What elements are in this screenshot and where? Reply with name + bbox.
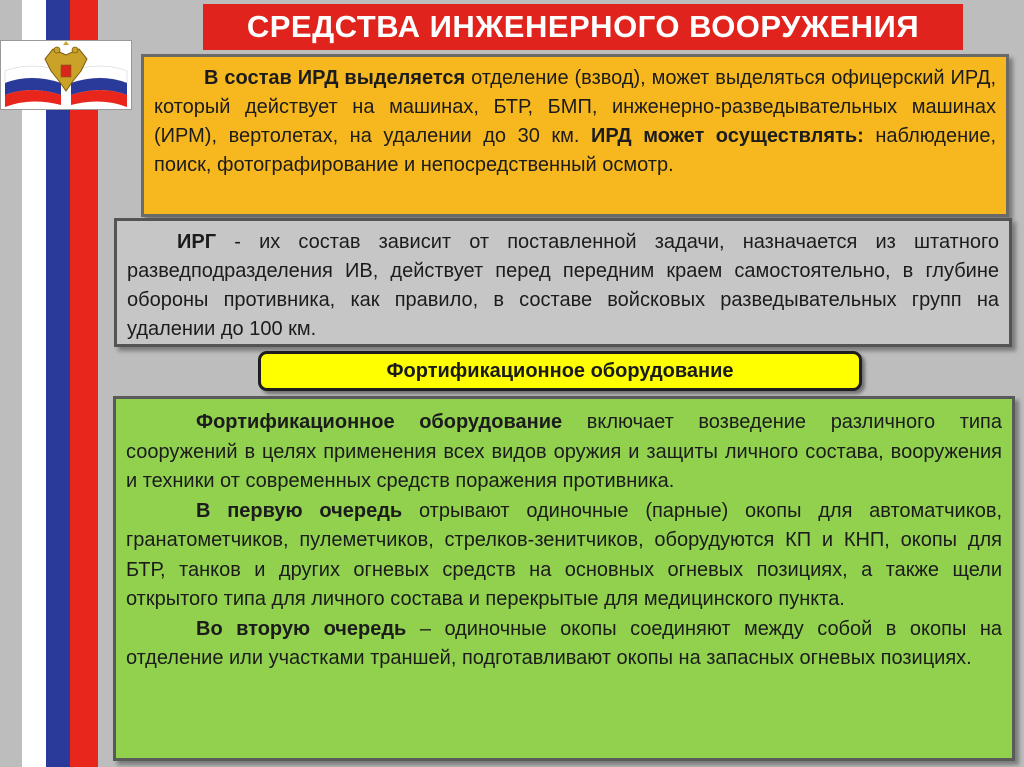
fort-paragraph-1: Фортификационное оборудование включает возведение различного типа сооружений в целях применения всех видов оружия и защиты личного состава, вооружения и техники от современных средств поражения противника. [126, 411, 1002, 492]
section-header-fortification: Фортификационное оборудование [258, 351, 862, 391]
fort-paragraph-3: Во вторую очередь – одиночные окопы соединяют между собой в окопы на отделение или участками траншей, подготавливают окопы на запасных огневых позициях. [126, 617, 1002, 669]
double-headed-eagle-emblem-icon [0, 40, 132, 110]
stripe-blue [46, 0, 70, 767]
slide-title: СРЕДСТВА ИНЖЕНЕРНОГО ВООРУЖЕНИЯ [203, 4, 963, 50]
irg-paragraph: ИРГ - их состав зависит от поставленной задачи, назначается из штатного разведподразделения ИВ, действует перед передним краем самостоятельно, в глубине обороны противника, как правило, в составе войсковых разведывательных групп на удалении до 100 км. [127, 231, 999, 340]
stripe-white [22, 0, 46, 767]
ird-text-panel [141, 54, 1009, 217]
fortification-text-panel [113, 396, 1015, 761]
ird-paragraph: В состав ИРД выделяется отделение (взвод), может выделяться офицерский ИРД, который действует на машинах, БТР, БМП, инженерно-разведывательных машинах (ИРМ), вертолетах, на удалении до 30 км. ИРД может осуществлять: наблюдение, поиск, фотографирование и непосредственный осмотр. [154, 67, 997, 176]
fort-paragraph-2: В первую очередь отрывают одиночные (парные) окопы для автоматчиков, гранатометчиков, пулеметчиков, стрелков-зенитчиков, оборудуются КП и КНП, окопы для БТР, танков и других огневых средств на основных огневых позициях, а также щели открытого типа для личного состава и перекрытые для медицинского пункта. [126, 499, 1003, 610]
irg-text-panel [114, 218, 1012, 347]
stripe-red [70, 0, 98, 767]
